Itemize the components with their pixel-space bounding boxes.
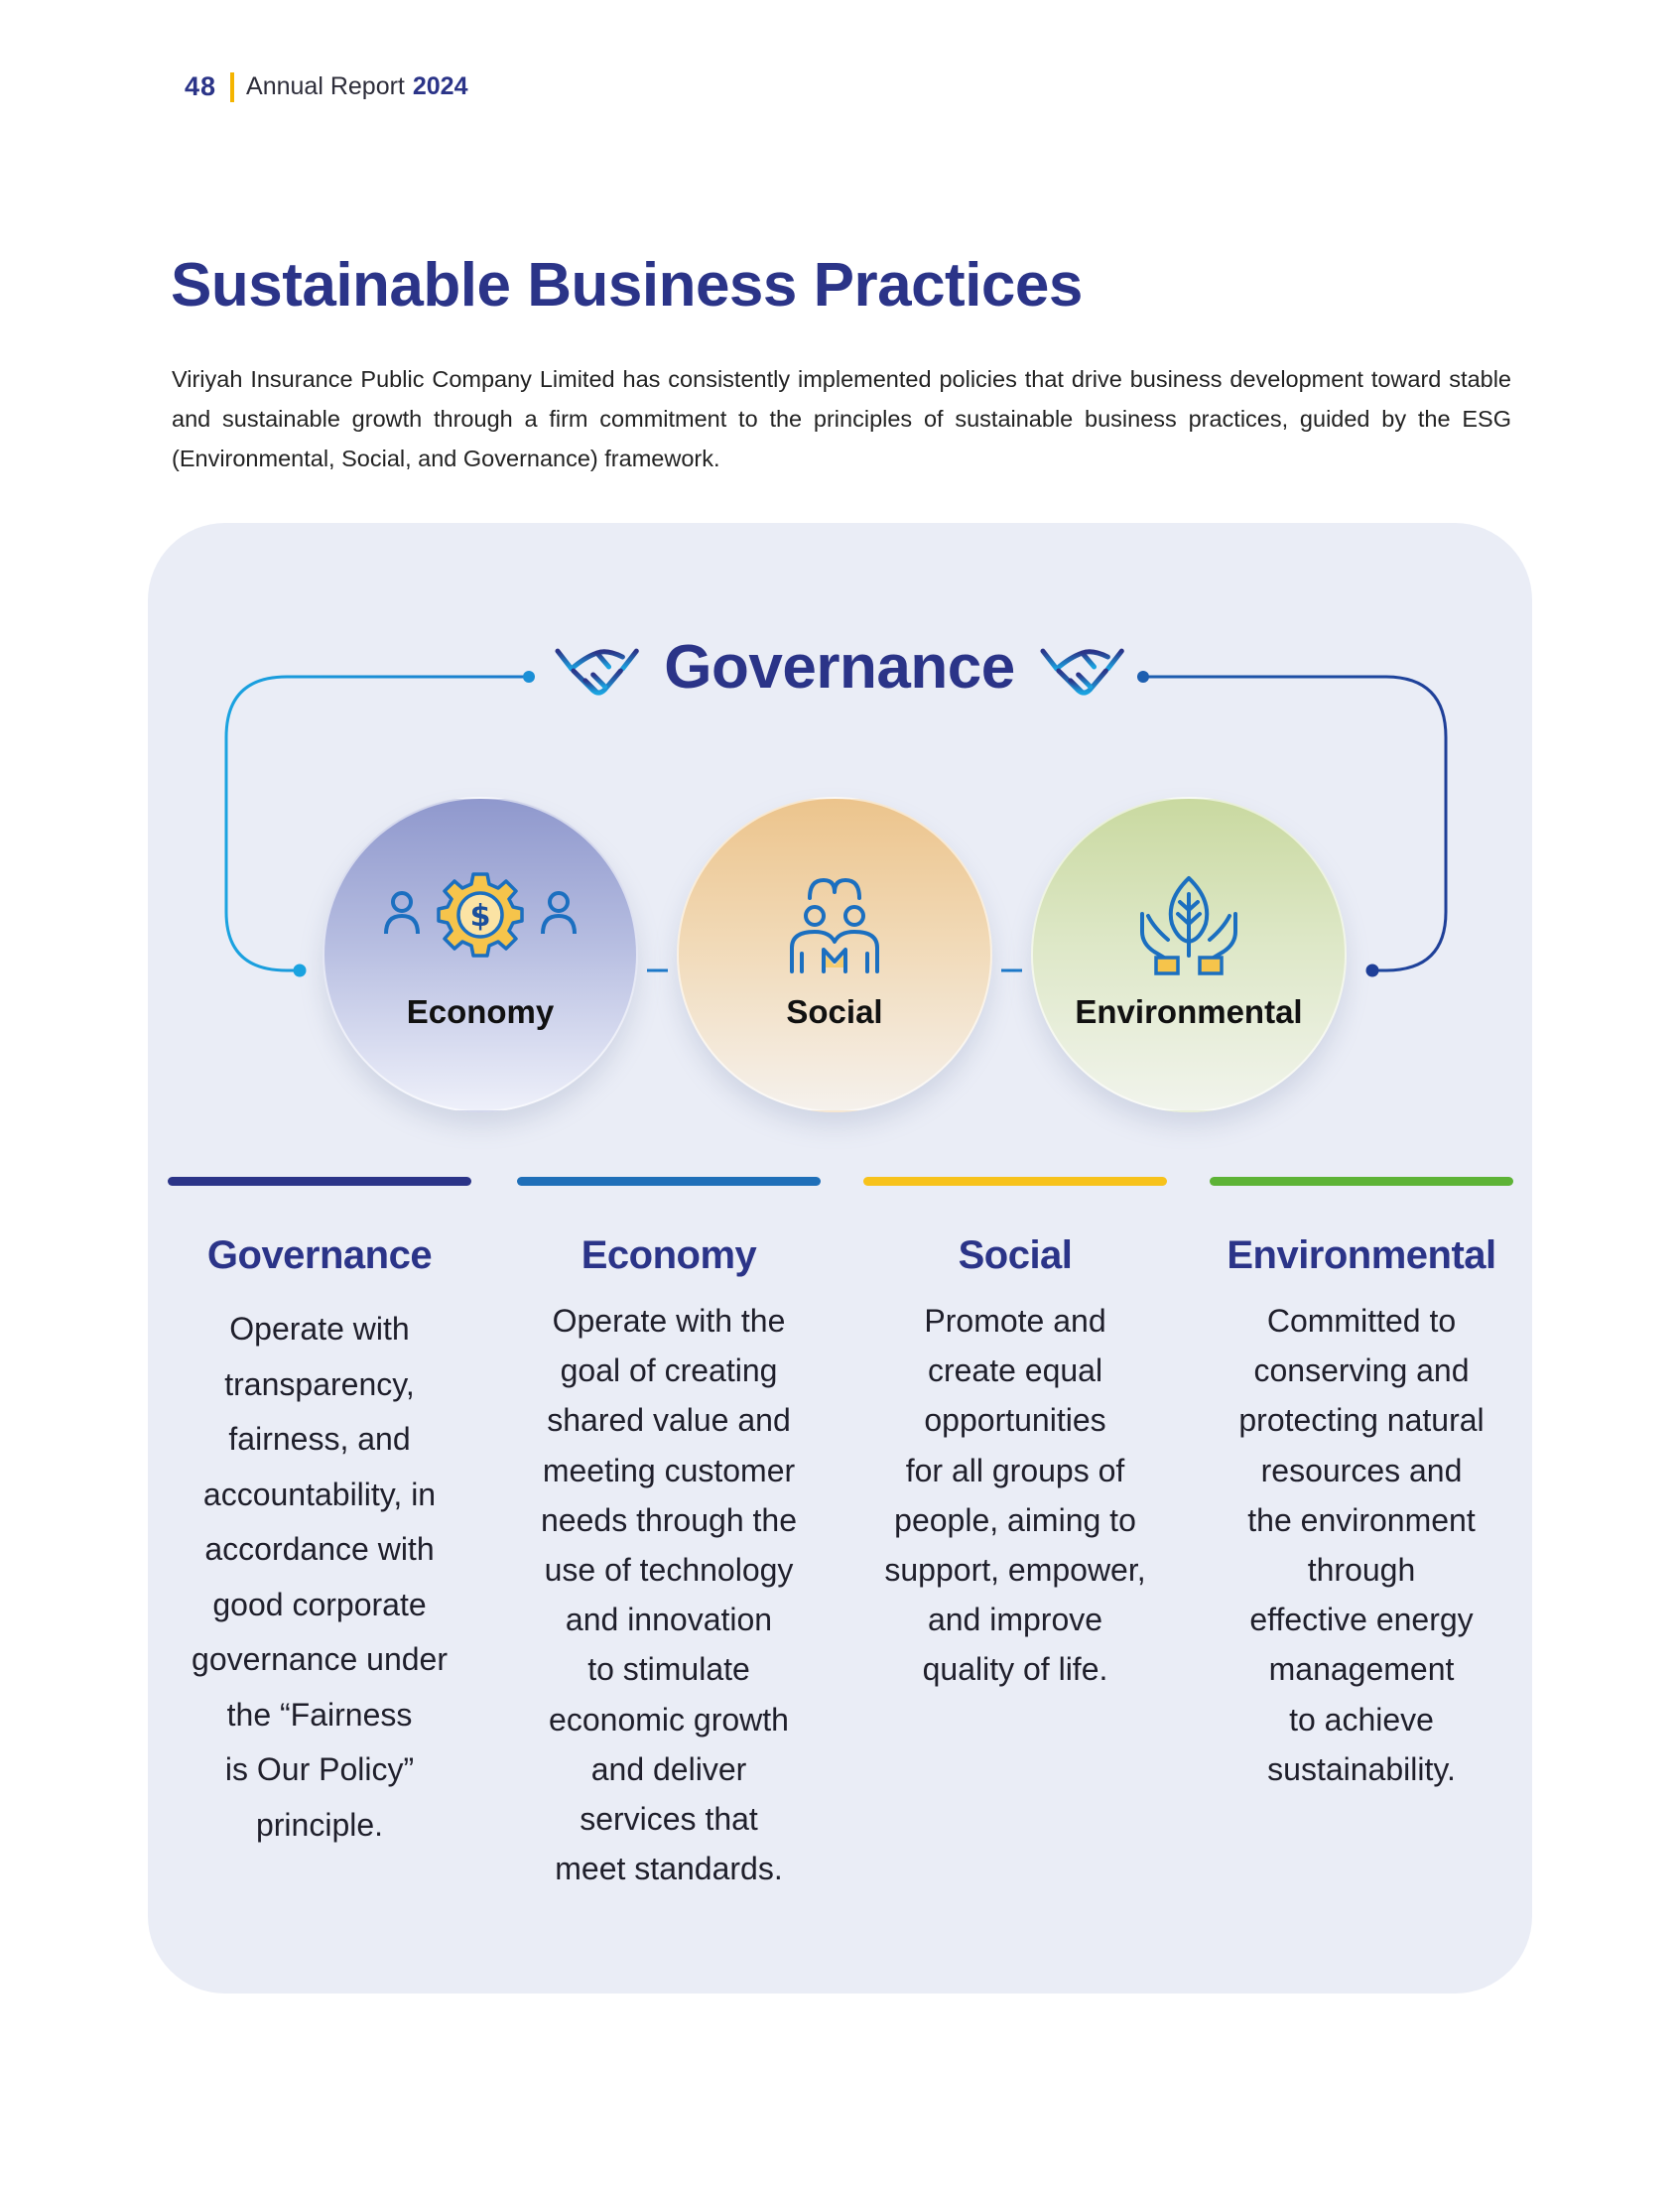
page-title: Sustainable Business Practices [171,251,1083,320]
page-number: 48 [185,71,217,101]
governance-title: Governance [664,632,1015,702]
governance-header [552,627,1127,707]
hands-leaf-icon [1134,872,1243,981]
economy-column [517,1177,821,1893]
column-bar [1210,1177,1513,1186]
column-title: Governance [206,1233,433,1277]
governance-column [168,1177,471,1853]
column-text: Promote and create equal opportunities for all groups of people, aiming to support, empower, and improve quality of life. [884,1303,1146,1688]
environmental-column [1210,1177,1513,1794]
column-text: Operate with the goal of creating shared value and meeting customer needs through the use of technology and innovation to stimulate economic growth and deliver services that meet standards. [541,1303,797,1887]
handshake-icon [552,627,642,707]
column-text: Committed to conserving and protecting natural resources and the environment through effective energy management to achieve sustainability. [1238,1303,1485,1787]
social-label: Social [786,993,883,1030]
column-title: Economy [581,1233,757,1277]
economy-circle [323,797,638,1112]
column-title: Environmental [1227,1233,1496,1277]
people-heart-icon [780,872,889,981]
intro-paragraph: Viriyah Insurance Public Company Limited has consistently implemented policies that drive business development toward stable and sustainable growth through a firm commitment to the principles of sustainable business practices, guided by the ESG (Environmental, Social, and Governance) framework. [172,366,1511,471]
environmental-label: Environmental [1075,993,1303,1030]
column-text: Operate with transparency, fairness, and accountability, in accordance with good corporate governance under the “Fairness is Our Policy” principle. [192,1311,448,1843]
social-column [863,1177,1167,1695]
dollar-gear-people-icon [381,872,580,962]
handshake-icon [1037,627,1127,707]
column-bar [168,1177,471,1186]
header-label: Annual Report [246,72,405,100]
header-year: 2024 [412,72,468,100]
social-circle [677,797,992,1112]
column-title: Social [958,1233,1073,1277]
economy-label: Economy [406,993,555,1030]
column-bar [517,1177,821,1186]
svg-text:$: $ [469,899,491,934]
header-divider [230,72,234,102]
column-bar [863,1177,1167,1186]
page-header [185,71,468,102]
environmental-circle [1031,797,1347,1112]
